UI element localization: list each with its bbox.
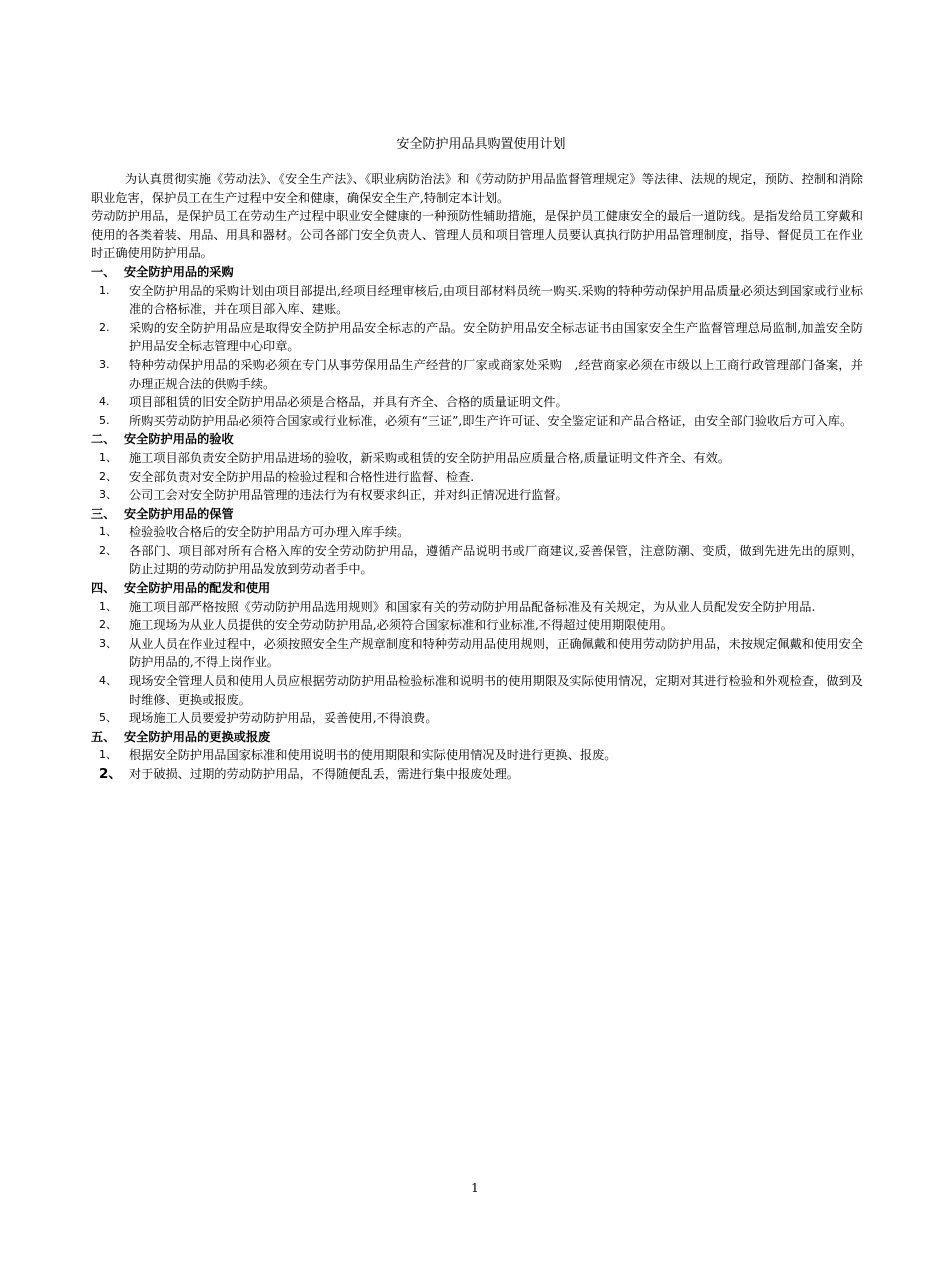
- section-number: 四、: [91, 581, 116, 596]
- item-text: 公司工会对安全防护用品管理的违法行为有权要求纠正，并对纠正情况进行监督。: [129, 488, 568, 503]
- section-title: 安全防护用品的验收: [124, 432, 234, 447]
- list-item: [91, 709, 863, 728]
- item-text: 根据安全防护用品国家标准和使用说明书的使用期限和实际使用情况及时进行更换、报废。: [129, 748, 617, 763]
- item-text: 现场施工人员要爱护劳动防护用品，妥善使用,不得浪费。: [129, 711, 438, 726]
- item-number: 2.: [99, 320, 110, 334]
- section-title: 安全防护用品的采购: [124, 264, 234, 279]
- item-text: 施工项目部负责安全防护用品进场的验收，新采购或租赁的安全防护用品应质量合格,质量证明文件齐全、有效。: [129, 450, 731, 465]
- list-item: [91, 598, 863, 617]
- item-number: 2、: [99, 469, 117, 483]
- list-item: [91, 319, 863, 356]
- list-item: [91, 393, 863, 412]
- section-number: 二、: [91, 432, 116, 447]
- page-number: 1: [471, 1181, 479, 1195]
- intro-paragraph-1: 为认真贯彻实施《劳动法》、《安全生产法》、《职业病防治法》和《劳动防护用品监督管理规定》等法律、法规的规定，预防、控制和消除职业危害，保护员工在生产过程中安全和健康，确保安全生产,特制定本计划。: [91, 172, 863, 205]
- item-number: 1、: [99, 450, 117, 464]
- list-item: [91, 635, 863, 672]
- item-text: 现场安全管理人员和使用人员应根据劳动防护用品检验标准和说明书的使用期限及实际使用情况，定期对其进行检验和外观检查，做到及时维修、更换或报废。: [129, 674, 863, 707]
- section-heading: [91, 430, 863, 449]
- item-number: 2、: [99, 618, 117, 632]
- section-title: 安全防护用品的配发和使用: [124, 581, 271, 596]
- item-text: 各部门、项目部对所有合格入库的安全劳动防护用品，遵循产品说明书或厂商建议,妥善保管，注意防潮、变质，做到先进先出的原则，防止过期的劳动防护用品发放到劳动者手中。: [129, 543, 863, 577]
- document-title: 安全防护用品具购置使用计划: [396, 137, 566, 152]
- section-heading: [91, 728, 863, 747]
- item-text: 安全防护用品的采购计划由项目部提出,经项目经理审核后,由项目部材料员统一购买.采购的特种劳动保护用品质量必须达到国家或行业标准的合格标准，并在项目部入库、建账。: [129, 283, 863, 317]
- list-item: [91, 412, 863, 431]
- section-number: 五、: [91, 729, 116, 744]
- item-text: 安全部负责对安全防护用品的检验过程和合格性进行监督、检查.: [129, 469, 475, 484]
- section-heading: [91, 505, 863, 524]
- section-number: 三、: [91, 506, 116, 521]
- item-text: 对于破损、过期的劳动防护用品，不得随便乱丢，需进行集中报废处理。: [129, 767, 519, 781]
- list-item: [91, 523, 863, 542]
- item-text: 采购的安全防护用品应是取得安全防护用品安全标志的产品。安全防护用品安全标志证书由国家安全生产监督管理总局监制,加盖安全防护用品安全标志管理中心印章。: [129, 320, 863, 354]
- item-text: 特种劳动保护用品的采购必须在专门从事劳保用品生产经营的厂家或商家处采购 ,经营商家必须在市级以上工商行政管理部门备案，并办理正规合法的供购手续。: [129, 357, 863, 391]
- section-title: 安全防护用品的保管: [124, 506, 234, 521]
- item-number: 1、: [99, 748, 117, 762]
- item-text: 检验验收合格后的安全防护用品方可办理入库手续。: [129, 525, 410, 540]
- section-heading: [91, 263, 863, 282]
- item-number: 5、: [99, 711, 117, 725]
- item-text: 施工项目部严格按照《劳动防护用品选用规则》和国家有关的劳动防护用品配备标准及有关规定，为从业人员配发安全防护用品.: [129, 599, 816, 614]
- list-item: [91, 746, 863, 765]
- list-item: [91, 356, 863, 393]
- section-title: 安全防护用品的更换或报废: [124, 729, 271, 744]
- list-item: [91, 468, 863, 487]
- item-number: 3、: [99, 636, 117, 650]
- item-number: 2、: [99, 543, 117, 557]
- item-number: 1、: [99, 525, 117, 539]
- section-heading: [91, 579, 863, 598]
- item-text: 项目部租赁的旧安全防护用品必须是合格品，并具有齐全、合格的质量证明文件。: [129, 395, 568, 410]
- item-text: 从业人员在作业过程中，必须按照安全生产规章制度和特种劳动用品使用规则，正确佩戴和使用劳动防护用品，未按规定佩戴和使用安全防护用品的,不得上岗作业。: [129, 636, 863, 670]
- item-number: 1.: [99, 283, 110, 297]
- section-number: 一、: [91, 264, 116, 279]
- item-number: 3、: [99, 488, 117, 502]
- item-number: 3.: [99, 357, 110, 371]
- item-text: 所购买劳动防护用品必须符合国家或行业标准，必须有“三证”,即生产许可证、安全鉴定证和产品合格证，由安全部门验收后方可入库。: [129, 413, 853, 428]
- list-item: [91, 282, 863, 319]
- list-item: [91, 765, 863, 784]
- item-number: 4、: [99, 674, 117, 688]
- intro-paragraph-2: 劳动防护用品，是保护员工在劳动生产过程中职业安全健康的一种预防性辅助措施，是保护员工健康安全的最后一道防线。是指发给员工穿戴和使用的各类着装、用品、用具和器材。公司各部门安全负责人、管理人员和项目管理人员要认真执行防护用品管理制度，指导、督促员工在作业时正确使用防护用品。: [91, 209, 863, 261]
- list-item: [91, 449, 863, 468]
- item-number: 4.: [99, 395, 110, 409]
- list-item: [91, 542, 863, 579]
- document-body: [91, 170, 863, 784]
- item-number: 1、: [99, 599, 117, 613]
- list-item: [91, 672, 863, 709]
- list-item: [91, 486, 863, 505]
- item-number: 2、: [99, 766, 122, 782]
- item-text: 施工现场为从业人员提供的安全劳动防护用品,必须符合国家标准和行业标准,不得超过使用期限使用。: [129, 618, 673, 633]
- list-item: [91, 616, 863, 635]
- item-number: 5.: [99, 413, 110, 427]
